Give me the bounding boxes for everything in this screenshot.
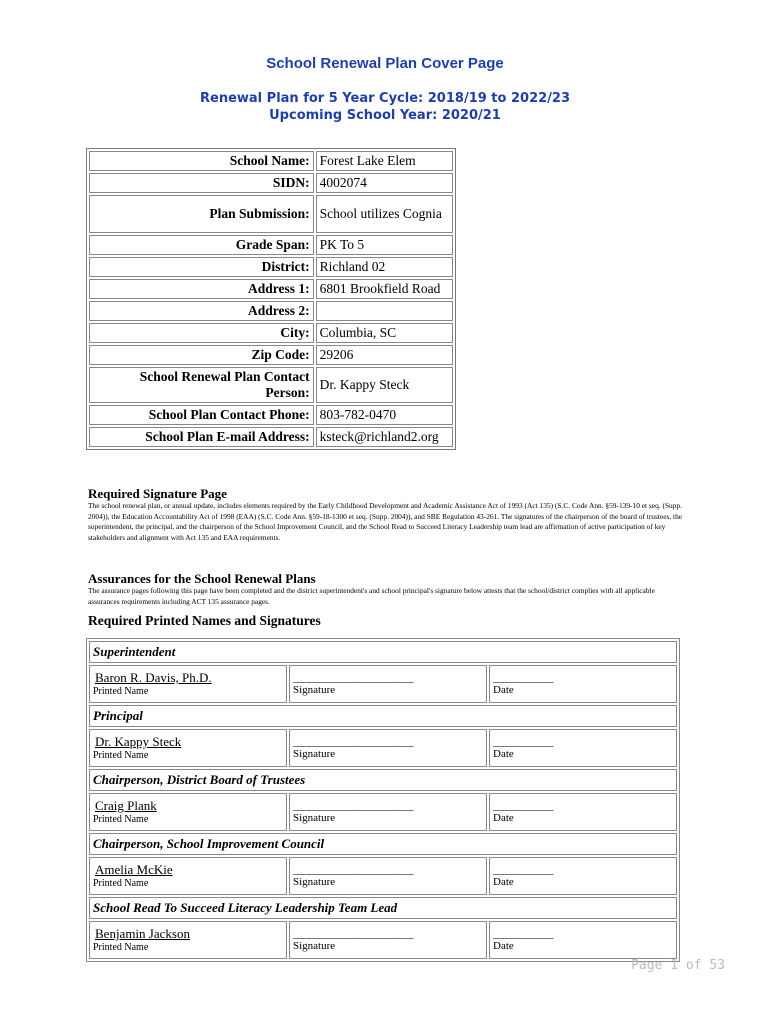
info-row [89,301,453,321]
info-value [316,301,453,321]
signature-cell[interactable] [289,921,487,959]
signature-line: ________________________ [293,928,413,940]
info-value: 29206 [316,345,453,365]
info-label: Address 2: [89,301,314,321]
date-line: ____________ [493,928,553,940]
signer-role-row [89,833,677,855]
info-row [89,323,453,343]
printed-name-caption: Printed Name [93,942,149,953]
signature-caption: Signature [293,940,336,952]
date-caption: Date [493,876,514,888]
info-label: School Plan E-mail Address: [89,427,314,447]
signature-caption: Signature [293,812,336,824]
info-value: Dr. Kappy Steck [316,367,453,403]
info-row [89,257,453,277]
printed-name: Dr. Kappy Steck [95,734,182,749]
info-row [89,345,453,365]
date-cell[interactable] [489,857,677,895]
info-value: PK To 5 [316,235,453,255]
printed-name-cell[interactable] [89,793,287,831]
signature-cell[interactable] [289,793,487,831]
signer-role-row [89,705,677,727]
info-label: School Name: [89,151,314,171]
signature-line: ________________________ [293,864,413,876]
info-value: 4002074 [316,173,453,193]
info-value: Richland 02 [316,257,453,277]
signer-fields-row [89,793,677,831]
info-value: 6801 Brookfield Road [316,279,453,299]
printed-name: Craig Plank [95,798,157,813]
info-label: SIDN: [89,173,314,193]
signer-fields-row [89,857,677,895]
info-label: School Renewal Plan Contact Person: [89,367,314,403]
info-row [89,367,453,403]
info-row [89,195,453,233]
school-info-table [86,148,456,450]
printed-name-cell[interactable] [89,857,287,895]
info-row [89,279,453,299]
required-signature-text: The school renewal plan, or annual update, includes elements required by the Early Childhood Development and Academic Assistance Act of 1993 (Act 135) (S.C. Code Ann. §59-139-10 et seq. (Supp. 2004)), the Education Accountability Act of 1998 (EAA) (S.C. Code Ann. §59-18-1300 et seq. (Supp. 2004)), and SBE Regulation 43-261. The signatures of the chairperson of the board of trustees, the superintendent, the principal, and the chairperson of the School Improvement Council, and the School Read to Succeed Literacy Leadership team lead are affirmation of active participation of key stakeholders and alignment with Act 135 and EAA requirements. [88,501,683,542]
printed-name: Baron R. Davis, Ph.D. [95,670,212,685]
signature-cell[interactable] [289,729,487,767]
info-row [89,427,453,447]
assurances-heading: Assurances for the School Renewal Plans [88,571,316,586]
info-row [89,151,453,171]
info-value: School utilizes Cognia [316,195,453,233]
printed-name-cell[interactable] [89,729,287,767]
date-caption: Date [493,748,514,760]
printed-name: Benjamin Jackson [95,926,190,941]
info-value: Columbia, SC [316,323,453,343]
signature-cell[interactable] [289,665,487,703]
printed-name-caption: Printed Name [93,750,149,761]
info-label: School Plan Contact Phone: [89,405,314,425]
printed-name-caption: Printed Name [93,878,149,889]
printed-name-cell[interactable] [89,921,287,959]
printed-name: Amelia McKie [95,862,173,877]
signer-fields-row [89,921,677,959]
signer-fields-row [89,665,677,703]
page-title: School Renewal Plan Cover Page [266,55,504,72]
date-cell[interactable] [489,793,677,831]
signature-caption: Signature [293,684,336,696]
upcoming-year-subtitle: Upcoming School Year: 2020/21 [269,108,501,123]
info-label: City: [89,323,314,343]
assurances-text: The assurance pages following this page have been completed and the district superintendent's and school principal's signature below attests that the school/district complies with all applicable assurances requirements including ACT 135 assurance pages. [88,586,655,606]
cycle-subtitle: Renewal Plan for 5 Year Cycle: 2018/19 to 2022/23 [200,91,570,106]
info-value: ksteck@richland2.org [316,427,453,447]
printed-name-caption: Printed Name [93,814,149,825]
signer-role-row [89,897,677,919]
info-row [89,235,453,255]
info-row [89,173,453,193]
date-cell[interactable] [489,729,677,767]
signer-role: Superintendent [89,641,677,663]
info-value: Forest Lake Elem [316,151,453,171]
page-number: Page 1 of 53 [631,958,725,973]
date-caption: Date [493,940,514,952]
signer-role-row [89,641,677,663]
info-label: Address 1: [89,279,314,299]
date-cell[interactable] [489,921,677,959]
signer-role-row [89,769,677,791]
required-signature-heading: Required Signature Page [88,486,227,501]
date-line: ____________ [493,864,553,876]
printed-name-caption: Printed Name [93,686,149,697]
signature-caption: Signature [293,748,336,760]
signatures-table [86,638,680,962]
date-line: ____________ [493,736,553,748]
signature-line: ________________________ [293,736,413,748]
signature-cell[interactable] [289,857,487,895]
signer-role: Chairperson, District Board of Trustees [89,769,677,791]
info-value: 803-782-0470 [316,405,453,425]
signature-caption: Signature [293,876,336,888]
signer-role: Principal [89,705,677,727]
info-label: District: [89,257,314,277]
info-label: Zip Code: [89,345,314,365]
printed-name-cell[interactable] [89,665,287,703]
date-caption: Date [493,812,514,824]
signer-fields-row [89,729,677,767]
printed-names-heading: Required Printed Names and Signatures [88,613,321,628]
signature-line: ________________________ [293,672,413,684]
date-line: ____________ [493,800,553,812]
signature-line: ________________________ [293,800,413,812]
date-line: ____________ [493,672,553,684]
date-cell[interactable] [489,665,677,703]
info-label: Plan Submission: [89,195,314,233]
date-caption: Date [493,684,514,696]
signer-role: Chairperson, School Improvement Council [89,833,677,855]
signer-role: School Read To Succeed Literacy Leadership Team Lead [89,897,677,919]
info-row [89,405,453,425]
info-label: Grade Span: [89,235,314,255]
